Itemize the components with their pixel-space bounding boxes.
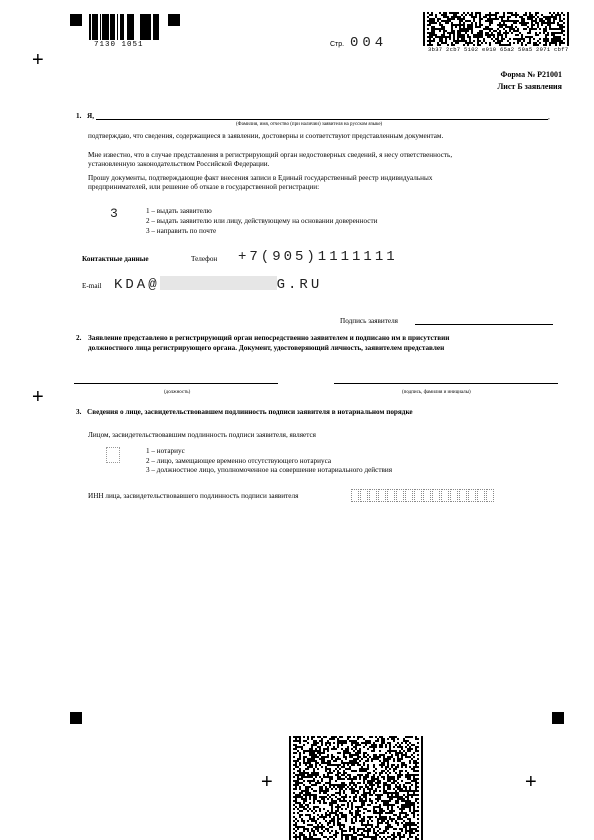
certifier-option-1: 1 – нотариус — [146, 447, 185, 455]
signature-line[interactable] — [415, 324, 553, 325]
certifier-option-3: 3 – должностное лицо, уполномоченное на совершение нотариального действия — [146, 466, 393, 474]
section2-text-2: должностного лица регистрирующего органа. Документ, удостоверяющий личность, заявителем представлен — [88, 344, 445, 352]
section3-number: 3. — [76, 408, 82, 416]
inn-label: ИНН лица, засвидетельствовавшего подлинность подписи заявителя — [88, 492, 299, 500]
request-text-1: Прошу документы, подтверждающие факт внесения записи в Единый государственный реестр индивидуальных — [88, 174, 433, 182]
position-line[interactable] — [74, 383, 278, 384]
certifier-type-cell[interactable] — [106, 447, 120, 463]
section2-number: 2. — [76, 334, 82, 342]
liability-text-1: Мне известно, что в случае представления в регистрирующий орган недостоверных сведений, я несу ответственность, — [88, 151, 453, 159]
registration-square-top-mid — [168, 14, 180, 26]
inn-field[interactable] — [351, 489, 503, 503]
section3-title: Сведения о лице, засвидетельствовавшем подлинность подписи заявителя в нотариальном порядке — [87, 408, 413, 416]
delivery-option-2: 2 – выдать заявителю или лицу, действующему на основании доверенности — [146, 217, 378, 225]
crosshair-icon-bottom-right: + — [525, 771, 537, 793]
contacts-label: Контактные данные — [82, 255, 149, 263]
qr-code-top — [423, 12, 569, 46]
section3-intro: Лицом, засвидетельствовавшим подлинность подписи заявителя, является — [88, 431, 316, 439]
delivery-choice[interactable]: 3 — [110, 206, 121, 221]
email-redaction — [160, 276, 277, 290]
official-signature-caption: (подпись, фамилия и инициалы) — [402, 390, 471, 395]
email-label: E-mail — [82, 282, 102, 290]
email-value[interactable] — [114, 275, 354, 293]
section2-text-1: Заявление представлено в регистрирующий орган непосредственно заявителем и подписано им в присутствии — [88, 334, 450, 342]
name-caption: (Фамилия, имя, отчество (при наличии) заявителя на русском языке) — [236, 122, 383, 127]
page-number: 004 — [350, 35, 388, 51]
delivery-option-1: 1 – выдать заявителю — [146, 207, 212, 215]
registration-square-top-left — [70, 14, 82, 26]
crosshair-icon-top-left: + — [32, 49, 44, 71]
official-signature-line[interactable] — [334, 383, 558, 384]
barcode — [88, 14, 160, 40]
applicant-name-line[interactable] — [96, 119, 548, 120]
position-caption: (должность) — [164, 390, 191, 395]
email-prefix: KDA@ — [114, 277, 160, 293]
email-suffix: G.RU — [276, 277, 323, 293]
section1-label: Я, — [87, 112, 94, 120]
section1-number: 1. — [76, 112, 82, 120]
signature-label: Подпись заявителя — [340, 317, 398, 325]
liability-text-2: установленную законодательством Российской Федерации. — [88, 160, 270, 168]
barcode-number: 7130 1051 — [94, 41, 144, 49]
registration-square-bottom-left — [70, 712, 82, 724]
crosshair-icon-bottom-left: + — [261, 771, 273, 793]
page-number-label: Стр. — [330, 41, 345, 48]
confirm-text: подтверждаю, что сведения, содержащиеся в заявлении, достоверны и соответствуют представленным документам. — [88, 132, 444, 140]
sheet-title: Лист Б заявления — [497, 82, 562, 91]
qr-code-bottom — [289, 736, 423, 840]
crosshair-icon-mid-left: + — [32, 386, 44, 408]
form-number: Форма № Р21001 — [500, 70, 562, 79]
delivery-option-3: 3 – направить по почте — [146, 227, 217, 235]
phone-value[interactable]: +7(905)1111111 — [238, 249, 398, 265]
comma: , — [548, 113, 550, 121]
certifier-option-2: 2 – лицо, замещающее временно отсутствующего нотариуса — [146, 457, 332, 465]
registration-square-bottom-right — [552, 712, 564, 724]
phone-label: Телефон — [191, 255, 218, 263]
request-text-2: предпринимателей, или решение об отказе в государственной регистрации: — [88, 183, 320, 191]
qr-hash: 3b37 2cb7 5102 e910 65a2 59a5 2971 cbf7 — [428, 46, 569, 53]
